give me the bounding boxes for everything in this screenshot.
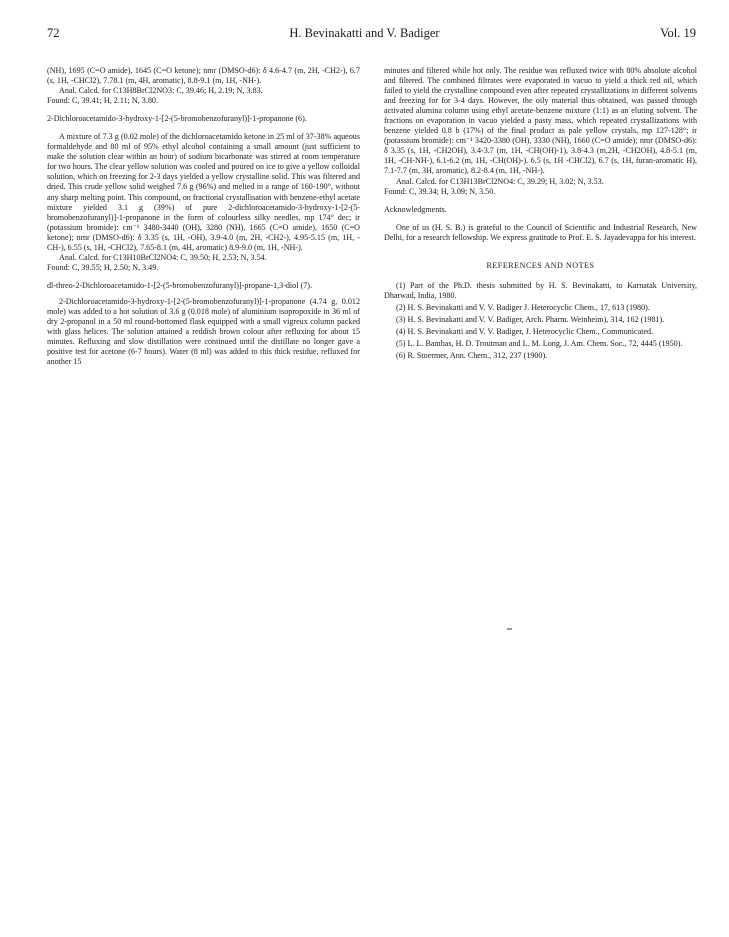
analysis-found: Found: C, 39.41; H, 2.11; N, 3.80. xyxy=(47,96,158,106)
reference-item: (2) H. S. Bevinakatti and V. V. Badiger J. Heterocyclic Chem., 17, 613 (1980). xyxy=(396,302,650,312)
analysis-found: Found: C, 39.55; H, 2.50; N, 3.49. xyxy=(47,262,159,272)
reference-item: (6) R. Stoermer, Ann. Chem., 312, 237 (1900). xyxy=(396,351,548,361)
running-head-authors: H. Bevinakatti and V. Badiger xyxy=(289,26,440,40)
scan-speck xyxy=(507,628,512,630)
reference-item: (4) H. S. Bevinakatti and V. V. Badiger, J. Heterocyclic Chem., Communicated. xyxy=(396,326,654,336)
page-number: 72 xyxy=(47,26,60,40)
procedure-paragraph-7: 2-Dichloroacetamido-3-hydroxy-1-[2-(5-bromobenzofuranyl)]-1-propanone (4.74 g, 0.012 mole) was added to a hot solution of 3.6 g (0.018 mole) of aluminium isopropoxide in 36 ml of dry 2-propanol in a 50 ml round-bottomed flask equipped with a small vigreux column packed with glass helices. The solution attained a reddish brown colour after refluxing for about 15 minutes. Refluxing and slow distillation were continued until the distillate no longer gave a positive test for acetone (6-7 hours). Water (8 ml) was added to this thick residue, refluxed for another 15 xyxy=(47,296,360,367)
nmr-data-continued: (NH), 1695 (C=O amide), 1645 (C=O ketone); nmr (DMSO-d6): δ 4.6-4.7 (m, 2H, -CH2-), 6.7 (s, 1H, -CHCl2), 7.78.1 (m, 4H, aromatic), 8.8-9.1 (m, 1H, -NH-). xyxy=(47,66,360,86)
analysis-calcd: Anal. Calcd. for C13H13BrCl2NO4: C, 39.29; H, 3.02; N, 3.53. xyxy=(396,176,604,186)
analysis-found: Found: C, 39.34; H, 3.09; N, 3.50. xyxy=(384,186,496,196)
volume-label: Vol. 19 xyxy=(660,26,696,40)
compound-heading-7: dl-threo-2-Dichloroacetamido-1-[2-(5-bromobenzofuranyl)]-propane-1,3-diol (7). xyxy=(47,280,312,290)
procedure-paragraph-continued: minutes and filtered while hot only. The residue was refluxed twice with 80% absolute alcohol and filtered. The combined filtrates were evaporated in vacuo to yield a thick red oil, which failed to yield the crystalline compound even after repeated crystallizations in different solvents and freezing for for 3-4 days. However, the oily material thus obtained, was passed through activated alumina column using ethyl acetate-benzene mixture (1:1) as an eluting solvent. The fractions on evaporation in vacuo yielded a pasty mass, which repeated crystallizations with benzene yielded 0.8 b (17%) of the final product as pale yellow crystals, mp 127-128°; ir (potassium bromide): cm⁻¹ 3420-3380 (OH), 3330 (NH), 1660 (C=O amide); nmr (DMSO-d6): δ 3.35 (s, 1H, -CH2OH), 3.4-3.7 (m, 1H, -CH(OH)-1), 3.8-4.3 (m,2H, -CH2OH), 4.8-5.1 (m, 1H, -CH-NH-), 6.1-6.2 (m, 1H, -CH(OH)-). 6.5 (s, 1H -CHCl2), 6.7 (s, 1H, furan-aromatic H), 7.1-7.7 (m, 3H, aromatic), 8.2-8.4 (m, 1H, -NH-). xyxy=(384,66,697,176)
left-column xyxy=(47,66,360,367)
compound-heading-6: 2-Dichloroacetamido-3-hydroxy-1-[2-(5-bromobenzofuranyl)]-1-propanone (6). xyxy=(47,114,307,124)
page-header xyxy=(0,26,729,46)
analysis-calcd: Anal. Calcd. for C13H8BrCl2NO3: C, 39.46; H, 2.19; N, 3.83. xyxy=(59,86,263,96)
acknowledgments-text: One of us (H. S. B.) is grateful to the Council of Scientific and Industrial Research, New Delhi, for a research fellowship. We express gratitude to Prof. E. S. Jayadevappa for his interest. xyxy=(384,222,697,242)
references-heading: REFERENCES AND NOTES xyxy=(486,260,595,270)
reference-item: (5) L. L. Bambas, H. D. Troutman and L. M. Long, J. Am. Chem. Soc., 72, 4445 (1950). xyxy=(396,339,683,349)
reference-item: (1) Part of the Ph.D. thesis submitted by H. S. Bevinakatti, to Karnatak University, Dharwad, India, 1980. xyxy=(384,280,697,300)
acknowledgments-heading: Acknowledgments. xyxy=(384,204,447,214)
reference-item: (3) H. S. Bevinakatti and V. V. Badiger, Arch. Pharm. Weinheim), 314, 162 (1981). xyxy=(396,314,665,324)
right-column xyxy=(384,66,697,363)
procedure-paragraph-6: A mixture of 7.3 g (0.02 mole) of the dichloroacetamido ketone in 25 ml of 37-38% aqueous formaldehyde and 80 ml of 95% ethyl alcohol containing a small amount (just sufficient to make the solution clear within an hour) of sodium bicarbonate was stirred at room temperature for two hours. The clear yellow solution was cooled and poured on ice to give a yellow colloidal solution, which on freezing for 2-3 days yielded a yellow crystalline solid. This was filtered and dried. This crude yellow solid weighed 7.6 g (96%) and melted in a range of 160-190°, without any sharp melting point. This compound, on fractional crystallisation with benzene-ethyl acetate mixture yielded 3.1 g (39%) of pure 2-dichloroacetamido-3-hydroxy-1-[2-(5-bromobenzofuranyl)]-1-propanone in the form of colourless silky needles, mp 174° dec; ir (potassium bromide): cm⁻¹ 3480-3440 (OH), 3280 (NH), 1665 (C=O amide), 1650 (C=O ketone); nmr (DMSO-d6): δ 3.35 (s, 1H, -OH), 3.9-4.0 (m, 2H, -CH2-), 4.95-5.15 (m, 1H, -CH-), 6.55 (s, 1H, -CHCl2), 7.65-8.1 (m, 4H, aromatic) 8.9-9.0 (m, 1H, -NH-). xyxy=(47,132,360,252)
analysis-calcd: Anal. Calcd. for C13H10BrCl2NO4: C, 39.50; H, 2.53; N, 3.54. xyxy=(59,252,267,262)
